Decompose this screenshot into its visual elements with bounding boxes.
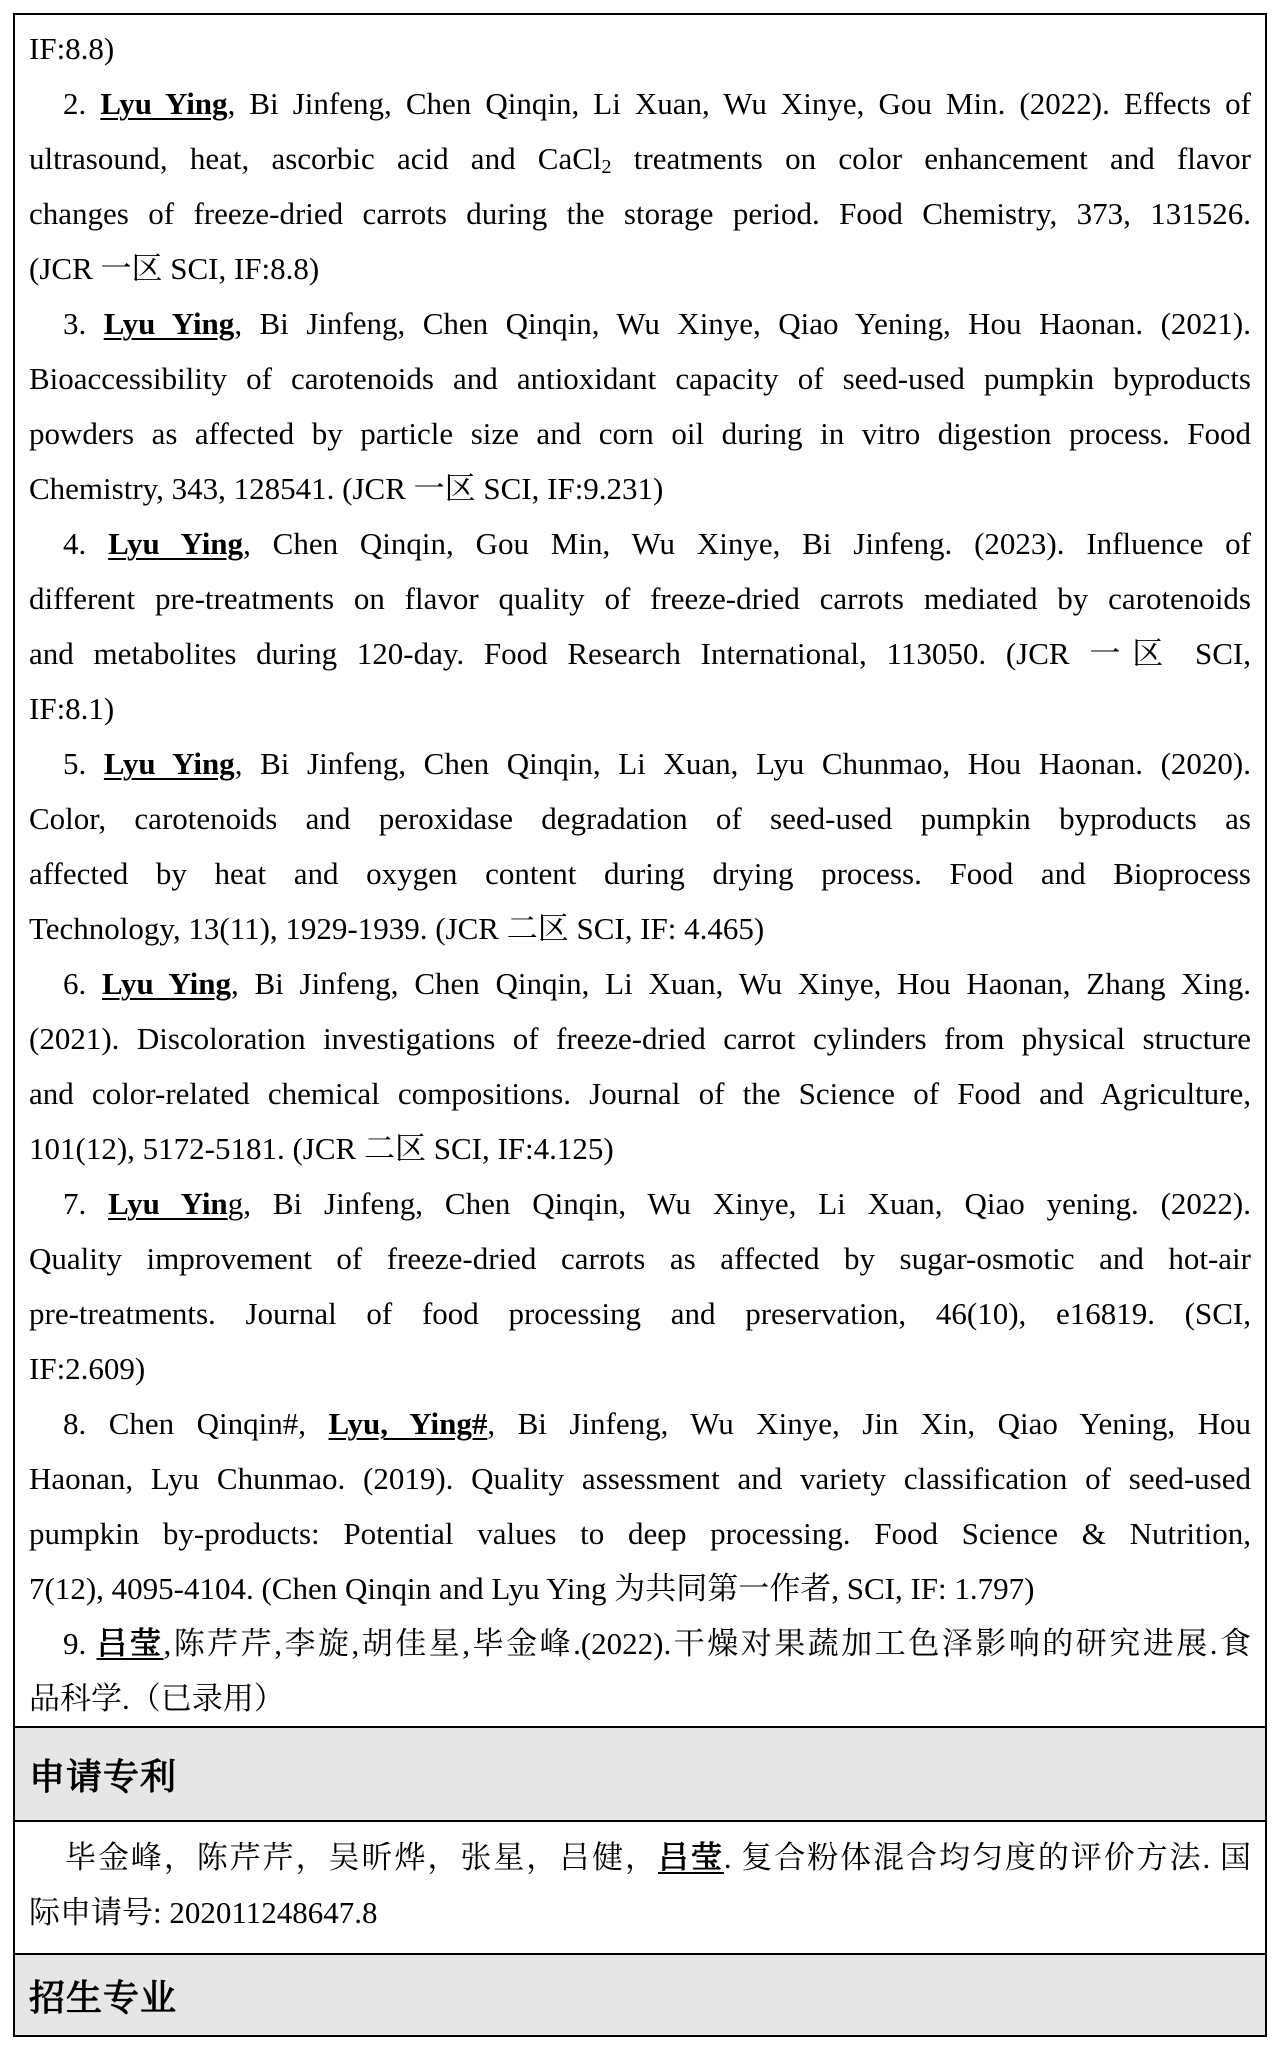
publication-line — [29, 1616, 1251, 1671]
publication-number: 5. — [63, 746, 87, 781]
publication-item-7 — [29, 1176, 1251, 1396]
publication-line: IF:2.609) — [29, 1351, 146, 1386]
publication-line: 101(12), 5172-5181. (JCR 二区 SCI, IF:4.125) — [29, 1131, 614, 1166]
publication-line: Color, carotenoids and peroxidase degradation of seed-used pumpkin byproducts as — [29, 801, 1251, 836]
highlighted-author: Lyu Ying — [100, 86, 228, 121]
highlighted-author: Lyu Ying — [103, 306, 235, 341]
publication-text: ultrasound, heat, ascorbic acid and CaCl — [29, 141, 602, 176]
highlighted-author: 吕莹 — [96, 1626, 164, 1661]
publication-text: , Chen Qinqin, Gou Min, Wu Xinye, Bi Jinfeng. (2023). Influence of — [243, 526, 1251, 561]
publication-line: Quality improvement of freeze-dried carrots as affected by sugar-osmotic and hot-air — [29, 1241, 1251, 1276]
publication-line — [29, 76, 1251, 131]
publication-line: Chemistry, 343, 128541. (JCR 一区 SCI, IF:9.231) — [29, 471, 664, 506]
highlighted-author: Lyu, Ying# — [328, 1406, 488, 1441]
publication-text: treatments on color enhancement and flavor — [611, 141, 1251, 176]
publication-text: g, Bi Jinfeng, Chen Qinqin, Wu Xinye, Li Xuan, Qiao yening. (2022). — [227, 1186, 1251, 1221]
publication-line: Haonan, Lyu Chunmao. (2019). Quality assessment and variety classification of seed-used — [29, 1461, 1251, 1496]
patent-text: . 复合粉体混合均匀度的评价方法. 国 — [723, 1840, 1251, 1875]
publication-line: Bioaccessibility of carotenoids and antioxidant capacity of seed-used pumpkin byproducts — [29, 361, 1251, 396]
publication-text: Chen Qinqin#, — [108, 1406, 329, 1441]
profile-table — [13, 13, 1267, 2037]
publication-line — [29, 296, 1251, 351]
patent-text: 毕金峰，陈芹芹，吴昕烨，张星，吕健， — [65, 1840, 658, 1875]
publication-list — [15, 15, 1265, 1726]
highlighted-author: Lyu Yin — [108, 1186, 228, 1221]
publication-line: powders as affected by particle size and corn oil during in vitro digestion process. Food — [29, 416, 1251, 451]
chemical-subscript: 2 — [601, 156, 612, 178]
publication-item-3 — [29, 296, 1251, 516]
publication-line — [29, 516, 1251, 571]
publication-text: , Bi Jinfeng, Chen Qinqin, Li Xuan, Wu Xinye, Gou Min. (2022). Effects of — [227, 86, 1251, 121]
publication-line: Technology, 13(11), 1929-1939. (JCR 二区 SCI, IF: 4.465) — [29, 911, 765, 946]
section-header-patents — [15, 1726, 1265, 1822]
section-title: 申请专利 — [29, 1756, 178, 1797]
patent-line — [29, 1830, 1251, 1885]
publication-text: ,陈芹芹,李旋,胡佳星,毕金峰.(2022).干燥对果蔬加工色泽影响的研究进展.食 — [163, 1626, 1251, 1661]
section-header-admissions — [15, 1953, 1265, 2035]
publication-number: 9. — [63, 1626, 87, 1661]
publication-tail: IF:8.8) — [29, 31, 115, 66]
publication-line — [29, 1176, 1251, 1231]
publication-number: 8. — [63, 1406, 87, 1441]
publication-line: IF:8.1) — [29, 691, 115, 726]
publication-item-4 — [29, 516, 1251, 736]
publication-line — [29, 956, 1251, 1011]
publication-line — [29, 1396, 1251, 1451]
publication-line: changes of freeze-dried carrots during the storage period. Food Chemistry, 373, 131526. — [29, 196, 1251, 231]
publication-line: pre-treatments. Journal of food processing and preservation, 46(10), e16819. (SCI, — [29, 1296, 1251, 1331]
publication-line: pumpkin by-products: Potential values to deep processing. Food Science & Nutrition, — [29, 1516, 1251, 1551]
publication-item-2 — [29, 76, 1251, 296]
section-title: 招生专业 — [29, 1977, 178, 2018]
publication-line: different pre-treatments on flavor quality of freeze-dried carrots mediated by carotenoids — [29, 581, 1251, 616]
publication-number: 7. — [63, 1186, 87, 1221]
highlighted-author: Lyu Ying — [103, 746, 235, 781]
publication-number: 4. — [63, 526, 87, 561]
publication-item-5 — [29, 736, 1251, 956]
highlighted-author: 吕莹 — [658, 1840, 724, 1875]
publication-text: , Bi Jinfeng, Wu Xinye, Jin Xin, Qiao Yening, Hou — [487, 1406, 1251, 1441]
publication-line: (2021). Discoloration investigations of freeze-dried carrot cylinders from physical structure — [29, 1021, 1251, 1056]
publication-number: 6. — [63, 966, 87, 1001]
publication-line: 品科学.（已录用） — [29, 1681, 285, 1716]
publication-item-9 — [29, 1616, 1251, 1726]
patent-entry — [15, 1822, 1265, 1953]
publication-line: affected by heat and oxygen content during drying process. Food and Bioprocess — [29, 856, 1251, 891]
publication-text: , Bi Jinfeng, Chen Qinqin, Wu Xinye, Qiao Yening, Hou Haonan. (2021). — [234, 306, 1251, 341]
publication-number: 3. — [63, 306, 87, 341]
publication-line — [29, 131, 1251, 186]
publication-line: (JCR 一区 SCI, IF:8.8) — [29, 251, 320, 286]
patent-line: 际申请号: 202011248647.8 — [29, 1895, 378, 1930]
publication-item-6 — [29, 956, 1251, 1176]
highlighted-author: Lyu Ying — [102, 966, 231, 1001]
publication-line: and color-related chemical compositions. Journal of the Science of Food and Agriculture, — [29, 1076, 1251, 1111]
publication-line: and metabolites during 120-day. Food Research International, 113050. (JCR 一区 SCI, — [29, 636, 1251, 671]
publication-line: 7(12), 4095-4104. (Chen Qinqin and Lyu Ying 为共同第一作者, SCI, IF: 1.797) — [29, 1571, 1035, 1606]
highlighted-author: Lyu Ying — [108, 526, 244, 561]
publication-number: 2. — [63, 86, 87, 121]
publication-tail-line — [29, 21, 1251, 76]
publication-item-8 — [29, 1396, 1251, 1616]
publication-text: , Bi Jinfeng, Chen Qinqin, Li Xuan, Lyu Chunmao, Hou Haonan. (2020). — [234, 746, 1251, 781]
publication-line — [29, 736, 1251, 791]
publication-text: , Bi Jinfeng, Chen Qinqin, Li Xuan, Wu Xinye, Hou Haonan, Zhang Xing. — [230, 966, 1251, 1001]
